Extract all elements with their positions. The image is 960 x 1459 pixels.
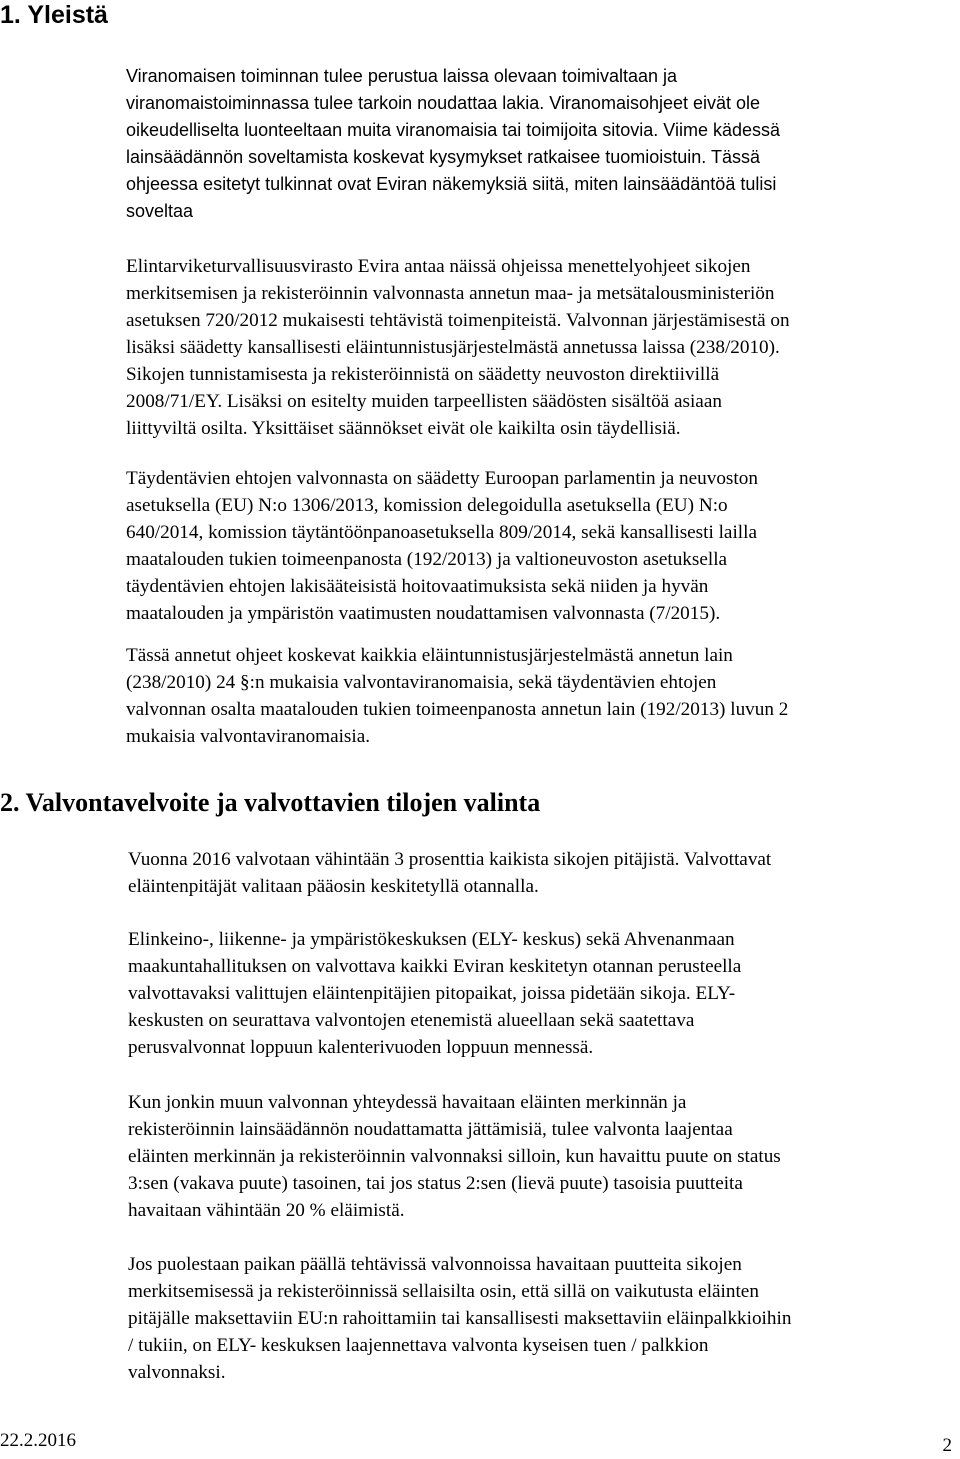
text-line: 640/2014, komission täytäntöönpanoasetuksella 809/2014, sekä kansallisesti lailla bbox=[126, 522, 757, 543]
section-2-paragraph-1 bbox=[128, 846, 956, 900]
text-line: eläintenpitäjät valitaan pääosin keskitetyllä otannalla. bbox=[128, 876, 539, 897]
text-line: oikeudelliselta luonteeltaan muita viranomaisia tai toimijoita sitovia. Viime kädessä bbox=[126, 120, 781, 140]
text-line: maatalouden ja ympäristön vaatimusten noudattamisen valvonnasta (7/2015). bbox=[126, 603, 721, 624]
text-line: Vuonna 2016 valvotaan vähintään 3 prosenttia kaikista sikojen pitäjistä. Valvottavat bbox=[128, 849, 772, 870]
text-line: pitäjälle maksettaviin EU:n rahoittamiin tai kansallisesti maksettaviin eläinpalkkioihin bbox=[128, 1308, 792, 1329]
section-2-paragraph-4 bbox=[128, 1251, 956, 1386]
text-line: 2008/71/EY. Lisäksi on esitelty muiden tarpeellisten säädösten sisältöä asiaan bbox=[126, 391, 722, 412]
section-1-heading: 1. Yleistä bbox=[0, 1, 108, 29]
text-line: asetuksella (EU) N:o 1306/2013, komission delegoidulla asetuksella (EU) N:o bbox=[126, 495, 728, 516]
text-line: Viranomaisen toiminnan tulee perustua laissa olevaan toimivaltaan ja bbox=[126, 66, 677, 86]
text-line: asetuksen 720/2012 mukaisesti tehtävistä toimenpiteistä. Valvonnan järjestämisestä on bbox=[126, 310, 790, 331]
section-1-paragraph-4 bbox=[126, 642, 954, 750]
section-1-paragraph-3 bbox=[126, 465, 954, 627]
text-line: (238/2010) 24 §:n mukaisia valvontaviranomaisia, sekä täydentävien ehtojen bbox=[126, 672, 717, 693]
text-line: lainsäädännön soveltamista koskevat kysymykset ratkaisee tuomioistuin. Tässä bbox=[126, 147, 760, 167]
text-line: eläinten merkinnän ja rekisteröinnin valvonnaksi silloin, kun havaittu puute on status bbox=[128, 1146, 781, 1167]
text-line: maatalouden tukien toimeenpanosta (192/2013) ja valtioneuvoston asetuksella bbox=[126, 549, 728, 570]
text-line: perusvalvonnat loppuun kalenterivuoden loppuun mennessä. bbox=[128, 1037, 594, 1058]
text-line: mukaisia valvontaviranomaisia. bbox=[126, 726, 371, 747]
section-1-paragraph-1 bbox=[126, 63, 954, 225]
text-line: Jos puolestaan paikan päällä tehtävissä valvonnoissa havaitaan puutteita sikojen bbox=[128, 1254, 742, 1275]
text-line: lisäksi säädetty kansallisesti eläintunnistusjärjestelmästä annetussa laissa (238/2010). bbox=[126, 337, 780, 358]
section-2-heading: 2. Valvontavelvoite ja valvottavien tilojen valinta bbox=[0, 788, 541, 817]
text-line: Elintarviketurvallisuusvirasto Evira antaa näissä ohjeissa menettelyohjeet sikojen bbox=[126, 256, 751, 277]
page-number: 2 bbox=[942, 1435, 952, 1456]
text-line: keskusten on seurattava valvontojen etenemistä alueellaan sekä saatettava bbox=[128, 1010, 695, 1031]
text-line: 3:sen (vakava puute) tasoinen, tai jos status 2:sen (lievä puute) tasoisia puutteita bbox=[128, 1173, 743, 1194]
text-line: maakuntahallituksen on valvottava kaikki Eviran keskitetyn otannan perusteella bbox=[128, 956, 742, 977]
text-line: viranomaistoiminnassa tulee tarkoin noudattaa lakia. Viranomaisohjeet eivät ole bbox=[126, 93, 761, 113]
text-line: liittyviltä osilta. Yksittäiset säännökset eivät ole kaikilta osin täydellisiä. bbox=[126, 418, 681, 439]
text-line: Elinkeino-, liikenne- ja ympäristökeskuksen (ELY- keskus) sekä Ahvenanmaan bbox=[128, 929, 735, 950]
text-line: merkitsemisen ja rekisteröinnin valvonnasta annetun maa- ja metsätalousministeriön bbox=[126, 283, 775, 304]
text-line: havaitaan vähintään 20 % eläimistä. bbox=[128, 1200, 405, 1221]
text-line: ohjeessa esitetyt tulkinnat ovat Eviran näkemyksiä siitä, miten lainsäädäntöä tulisi bbox=[126, 174, 777, 194]
text-line: valvonnaksi. bbox=[128, 1362, 226, 1383]
footer-date: 22.2.2016 bbox=[0, 1430, 76, 1451]
text-line: / tukiin, on ELY- keskuksen laajennettava valvonta kyseisen tuen / palkkion bbox=[128, 1335, 709, 1356]
section-1-paragraph-2 bbox=[126, 253, 954, 442]
text-line: merkitsemisessä ja rekisteröinnissä sellaisilta osin, että sillä on vaikutusta eläinten bbox=[128, 1281, 759, 1302]
text-line: Tässä annetut ohjeet koskevat kaikkia eläintunnistusjärjestelmästä annetun lain bbox=[126, 645, 733, 666]
text-line: valvonnan osalta maatalouden tukien toimeenpanosta annetun lain (192/2013) luvun 2 bbox=[126, 699, 789, 720]
text-line: rekisteröinnin lainsäädännön noudattamatta jättämisiä, tulee valvonta laajentaa bbox=[128, 1119, 733, 1140]
section-2-paragraph-3 bbox=[128, 1089, 956, 1224]
section-2-paragraph-2 bbox=[128, 926, 956, 1061]
text-line: Sikojen tunnistamisesta ja rekisteröinnistä on säädetty neuvoston direktiivillä bbox=[126, 364, 720, 385]
text-line: Kun jonkin muun valvonnan yhteydessä havaitaan eläinten merkinnän ja bbox=[128, 1092, 687, 1113]
text-line: täydentävien ehtojen lakisääteisistä hoitovaatimuksista sekä niiden ja hyvän bbox=[126, 576, 709, 597]
text-line: Täydentävien ehtojen valvonnasta on säädetty Euroopan parlamentin ja neuvoston bbox=[126, 468, 758, 489]
text-line: valvottavaksi valittujen eläintenpitäjien pitopaikat, joissa pidetään sikoja. ELY- bbox=[128, 983, 736, 1004]
text-line: soveltaa bbox=[126, 201, 194, 221]
